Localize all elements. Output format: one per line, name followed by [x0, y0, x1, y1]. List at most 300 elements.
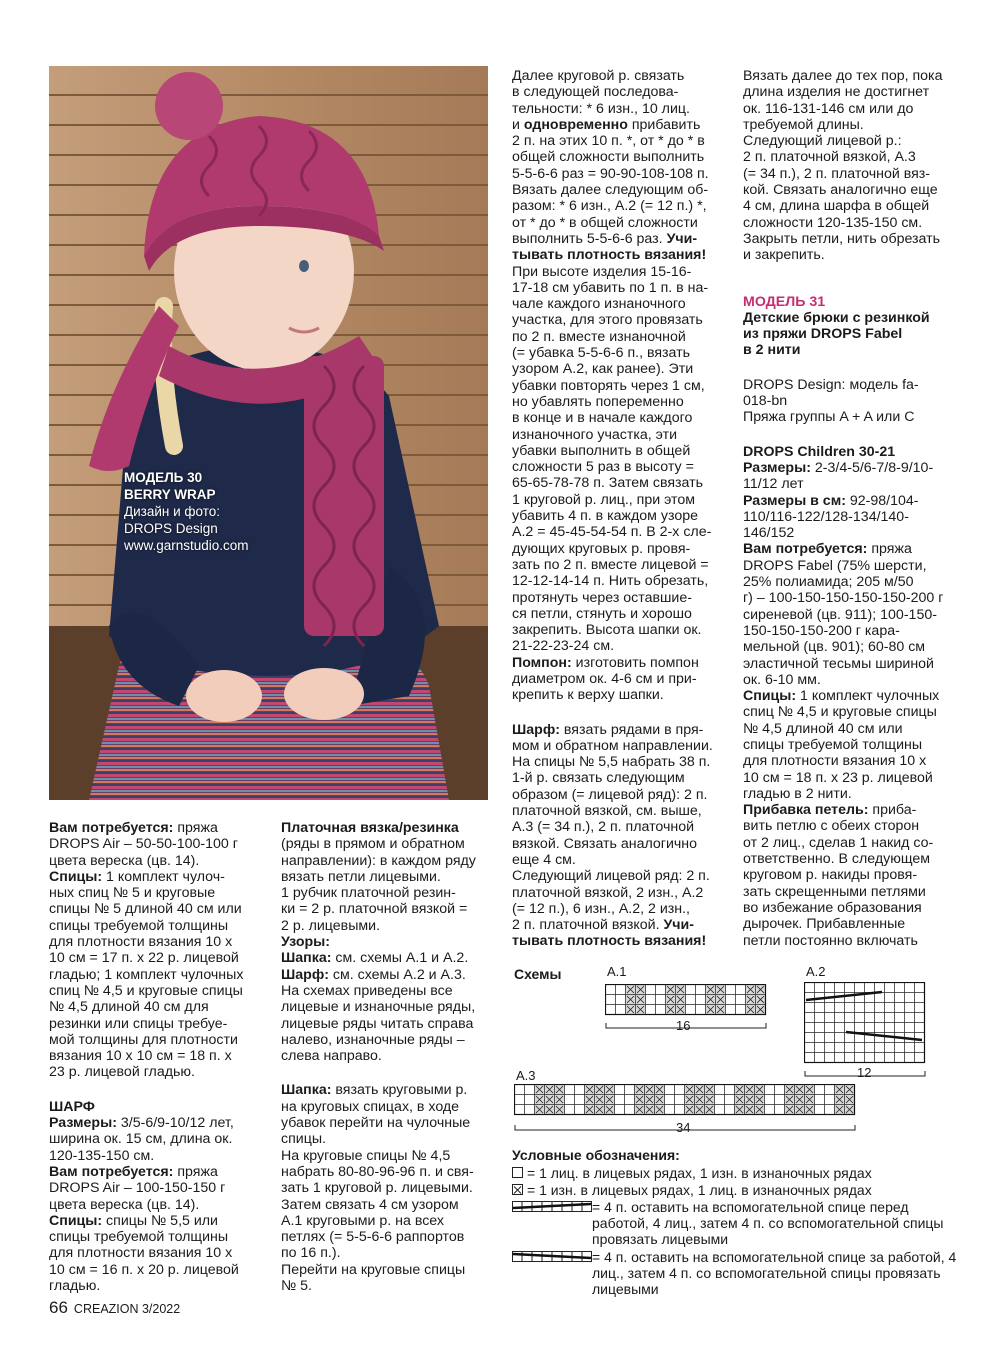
- knit-stitch: [845, 1013, 855, 1023]
- text-line: резинки или спицы требуе-: [49, 1015, 228, 1032]
- text-line: 10 см = 16 п. х 20 р. лицевой: [49, 1261, 239, 1278]
- knit-stitch: [696, 1005, 706, 1015]
- column-3: [512, 68, 727, 950]
- knit-stitch: [885, 1043, 895, 1053]
- knit-stitch: [905, 1003, 915, 1013]
- knit-stitch: [625, 1095, 635, 1105]
- text-line: Перейти на круговые спицы: [281, 1261, 466, 1278]
- column-4: [743, 68, 958, 949]
- text-line: образом (= лицевой ряд): 2 п.: [512, 786, 708, 803]
- text-line: 1-й р. связать следующим: [512, 770, 685, 787]
- text-line: кой. Связать аналогично еще: [743, 182, 938, 199]
- caption-credit: DROPS Design: [124, 521, 218, 536]
- text-line: лицевые ряды читать справа: [281, 1015, 474, 1032]
- text-line: 10 см = 17 п. х 22 р. лицевой: [49, 950, 239, 967]
- knit-stitch: [696, 985, 706, 995]
- text-line: гладью.: [49, 1278, 101, 1295]
- knit-stitch: [905, 983, 915, 993]
- purl-symbol-icon: [512, 1182, 524, 1199]
- caption-model: МОДЕЛЬ 30: [124, 470, 203, 485]
- knit-stitch: [656, 1005, 666, 1015]
- text-line: 5-5-6-6 раз = 90-90-108-108 п.: [512, 165, 709, 182]
- knit-stitch: [865, 1013, 875, 1023]
- text-line: вязания 10 х 10 см = 18 п. х: [49, 1048, 232, 1065]
- text-line: 65-65-78-78 п. Затем связать: [512, 475, 704, 492]
- chart-a1-count: 16: [676, 1018, 691, 1033]
- knit-stitch: [606, 1005, 616, 1015]
- photo-caption: [124, 469, 249, 554]
- knit-stitch: [915, 1023, 925, 1033]
- text-line: 2 п. на этих 10 п. *, от * до * в: [512, 133, 705, 150]
- width-bracket: [515, 1125, 855, 1130]
- text-line: 23 р. лицевой гладью.: [49, 1064, 195, 1081]
- text-line: спицы № 5 длиной 40 см или: [49, 901, 242, 918]
- text-line: Вам потребуется: пряжа: [49, 1163, 218, 1180]
- knit-stitch: [865, 1043, 875, 1053]
- legend-text-cable-back: = 4 п. оставить на вспомогательной спице за работой, 4 лиц., затем 4 п. со вспомогательной спицы провязать лицевыми: [592, 1249, 957, 1297]
- chart-a3-count: 34: [676, 1120, 691, 1135]
- knit-stitch: [815, 1033, 825, 1043]
- text-line: Следующий лицевой ряд: 2 п.: [512, 868, 710, 885]
- text-line: А.2 = 45-45-54-54 п. В 2-х сле-: [512, 524, 712, 541]
- text-line: убавить 4 п. в каждом узоре: [512, 508, 698, 525]
- text-line: на круговых спицах, в ходе: [281, 1098, 460, 1115]
- scarf-title: ШАРФ: [49, 1098, 95, 1115]
- text-line: (= убавка 5-5-6-6 п., вязать: [512, 345, 691, 362]
- text-line: разом: * 6 изн., А.2 (= 12 п.) *,: [512, 198, 707, 215]
- scarf-section: [512, 722, 727, 950]
- text-line: платочной вязкой, 2 изн., А.2: [512, 884, 704, 901]
- knit-stitch: [805, 1023, 815, 1033]
- knit-stitch: [875, 1043, 885, 1053]
- knit-stitch: [715, 1085, 725, 1095]
- knit-stitch: [825, 1095, 835, 1105]
- text-line: Платочная вязка/резинка: [281, 820, 459, 836]
- text-line: Прибавка петель: приба-: [743, 802, 917, 819]
- knit-stitch: [765, 1085, 775, 1095]
- text-line: от * до * в общей сложности: [512, 214, 698, 231]
- model-31-title-1: Детские брюки с резинкой: [743, 309, 930, 326]
- text-line: и одновременно прибавить: [512, 116, 701, 133]
- knit-stitch: [686, 995, 696, 1005]
- text-line: сиреневой (цв. 911); 100-150-: [743, 606, 937, 623]
- knit-stitch: [616, 985, 626, 995]
- chart-a3: [514, 1084, 856, 1132]
- knit-stitch: [855, 983, 865, 993]
- text-line: крепить к верху шапки.: [512, 687, 664, 704]
- knit-stitch: [895, 1053, 905, 1063]
- text-line: убавок перейти на чулочные: [281, 1115, 471, 1132]
- text-line: цвета вереска (цв. 14).: [49, 852, 200, 869]
- knit-stitch: [815, 1095, 825, 1105]
- knit-stitch: [726, 985, 736, 995]
- text-line: 10 см = 18 п. х 23 р. лицевой: [743, 769, 933, 786]
- text-line: выполнить 5-5-6-6 раз. Учи-: [512, 230, 698, 247]
- width-bracket: [805, 1071, 925, 1076]
- knit-stitch: [525, 1105, 535, 1115]
- text-line: гладью; 1 комплект чулочных: [49, 966, 244, 983]
- text-line: 1 рубчик платочной резин-: [281, 885, 456, 902]
- text-line: зать скрещенными петлями: [743, 883, 926, 900]
- knit-stitch: [726, 995, 736, 1005]
- text-line: 21-22-23-24 см.: [512, 638, 615, 655]
- knit-stitch: [515, 1095, 525, 1105]
- caption-url: www.garnstudio.com: [124, 538, 249, 553]
- chart-a1: [605, 984, 767, 1030]
- text-line: Узоры:: [281, 934, 330, 951]
- knit-stitch: [835, 1053, 845, 1063]
- chart-a2: [804, 982, 926, 1078]
- knit-stitch: [865, 1053, 875, 1063]
- knit-stitch: [815, 983, 825, 993]
- knit-stitch: [895, 1003, 905, 1013]
- model-31-title-2: из пряжи DROPS Fabel: [743, 326, 903, 343]
- text-line: Шарф: вязать рядами в пря-: [512, 721, 704, 738]
- knit-stitch: [895, 993, 905, 1003]
- text-line: дующих круговых р. провя-: [512, 540, 691, 557]
- text-line: 018-bn: [743, 393, 788, 410]
- text-line: еще 4 см.: [512, 851, 576, 868]
- text-line: Вязать далее следующим об-: [512, 182, 709, 199]
- knit-stitch: [715, 1095, 725, 1105]
- knit-stitch: [895, 983, 905, 993]
- text-line: Пряжа группы A + A или C: [743, 409, 915, 426]
- knit-stitch: [665, 1105, 675, 1115]
- text-line: в конце и в начале каждого: [512, 410, 693, 427]
- garter-section: [281, 820, 493, 1064]
- text-line: № 4,5 длиной 40 см или: [743, 720, 903, 737]
- chart-a2-label: A.2: [806, 964, 826, 979]
- knit-stitch: [805, 1053, 815, 1063]
- knit-stitch: [865, 1003, 875, 1013]
- knit-stitch: [915, 993, 925, 1003]
- text-line: от 2 лиц., сделав 1 накид со-: [743, 834, 934, 851]
- knit-stitch: [875, 1013, 885, 1023]
- text-line: Вам потребуется: пряжа: [743, 541, 912, 558]
- cable-back-icon: [512, 1249, 592, 1266]
- text-line: спиц № 4,5 и круговые спицы: [49, 982, 243, 999]
- text-line: При высоте изделия 15-16-: [512, 263, 692, 280]
- knit-stitch: [905, 1043, 915, 1053]
- knit-stitch: [845, 1023, 855, 1033]
- legend-row-knit: [512, 1165, 962, 1182]
- knit-stitch: [825, 983, 835, 993]
- knit-stitch: [575, 1095, 585, 1105]
- text-line: гладью в 2 нити.: [743, 785, 852, 802]
- knit-stitch: [845, 1053, 855, 1063]
- knit-stitch: [815, 1043, 825, 1053]
- knit-stitch: [825, 1043, 835, 1053]
- knit-stitch: [625, 1105, 635, 1115]
- text-line: слева направо.: [281, 1048, 382, 1065]
- text-line: г) – 100-150-150-150-150-200 г: [743, 590, 944, 607]
- text-line: Вам потребуется: пряжа: [49, 820, 218, 836]
- knit-stitch: [765, 1095, 775, 1105]
- text-line: Размеры: 3/5-6/9-10/12 лет,: [49, 1115, 234, 1132]
- knit-stitch: [905, 1053, 915, 1063]
- text-line: спицы требуемой толщины: [49, 1229, 229, 1246]
- legend-row-cable-front: [512, 1199, 962, 1247]
- text-line: закрепить. Высота шапки ок.: [512, 622, 702, 639]
- text-line: (ряды в прямом и обратном: [281, 836, 465, 853]
- text-line: DROPS Fabel (75% шерсти,: [743, 557, 927, 574]
- cable-front-icon: [512, 1199, 592, 1216]
- legend-text-purl: = 1 изн. в лицевых рядах, 1 лиц. в изнаночных рядах: [527, 1182, 872, 1198]
- knit-stitch: [615, 1095, 625, 1105]
- text-line: На круговые спицы № 4,5: [281, 1147, 451, 1164]
- text-line: мельной (цв. 901); 60-80 см: [743, 639, 926, 656]
- knit-stitch: [736, 985, 746, 995]
- knit-stitch: [606, 985, 616, 995]
- text-line: 25% полиамида; 205 м/50: [743, 574, 914, 591]
- knit-stitch: [725, 1105, 735, 1115]
- knit-stitch: [625, 1085, 635, 1095]
- legend-title: Условные обозначения:: [512, 1147, 680, 1163]
- text-line: длина изделия не достигнет: [743, 84, 930, 101]
- knit-stitch: [686, 1005, 696, 1015]
- knit-stitch: [686, 985, 696, 995]
- knit-stitch: [675, 1095, 685, 1105]
- text-line: DROPS Air – 100-150-150 г: [49, 1180, 226, 1197]
- text-line: А.1 круговыми р. на всех: [281, 1212, 444, 1229]
- knit-stitch: [865, 1023, 875, 1033]
- text-line: спицы.: [281, 1131, 326, 1148]
- knit-symbol-icon: [512, 1165, 524, 1182]
- knit-stitch: [725, 1085, 735, 1095]
- hat-section: [281, 1082, 493, 1294]
- text-line: набрать 80-80-96-96 п. и свя-: [281, 1163, 474, 1180]
- text-line: общей сложности выполнить: [512, 149, 705, 166]
- knit-stitch: [815, 1003, 825, 1013]
- text-line: 12-12-14-14 п. Нить обрезать,: [512, 573, 709, 590]
- knit-stitch: [815, 1085, 825, 1095]
- text-line: зать по 2 п. вместе лицевой =: [512, 556, 709, 573]
- photo: [49, 66, 488, 800]
- text-line: сложности 120-135-150 см.: [743, 214, 923, 231]
- text-line: ся петли, стянуть и хорошо: [512, 605, 692, 622]
- knit-stitch: [885, 1003, 895, 1013]
- knit-stitch: [875, 993, 885, 1003]
- knit-stitch: [805, 1003, 815, 1013]
- knit-stitch: [525, 1095, 535, 1105]
- knit-stitch: [575, 1085, 585, 1095]
- knit-stitch: [865, 983, 875, 993]
- text-line: Размеры в см: 92-98/104-: [743, 492, 919, 509]
- knit-stitch: [565, 1085, 575, 1095]
- knit-stitch: [696, 995, 706, 1005]
- knit-stitch: [835, 983, 845, 993]
- text-line: вязать петли лицевыми.: [281, 868, 441, 885]
- knit-stitch: [815, 1105, 825, 1115]
- knit-stitch: [815, 1023, 825, 1033]
- text-line: требуемой длины.: [743, 116, 864, 133]
- knit-stitch: [616, 995, 626, 1005]
- text-line: вязкой. Связать аналогично: [512, 835, 698, 852]
- materials-section: [49, 820, 274, 1081]
- knit-stitch: [656, 985, 666, 995]
- text-line: лицевые и изнаночные ряды,: [281, 999, 476, 1016]
- text-line: зать 1 круговой р. лицевыми.: [281, 1180, 473, 1197]
- text-line: Спицы: 1 комплект чулоч-: [49, 868, 225, 885]
- text-line: по 2 п. вместе изнаночной: [512, 328, 686, 345]
- width-bracket: [606, 1023, 766, 1028]
- charts-heading: Схемы: [514, 966, 562, 982]
- text-line: 110/116-122/128-134/140-: [743, 508, 909, 525]
- text-line: № 4,5 длиной 40 см для: [49, 999, 209, 1016]
- text-line: участка, для этого провязать: [512, 312, 703, 329]
- text-line: Спицы: 1 комплект чулочных: [743, 688, 940, 705]
- knit-stitch: [736, 1005, 746, 1015]
- page-number: 66: [49, 1298, 68, 1317]
- page-footer: [49, 1298, 180, 1318]
- knit-stitch: [675, 1105, 685, 1115]
- text-line: Закрыть петли, нить обрезать: [743, 230, 941, 247]
- chart-a2-count: 12: [857, 1065, 872, 1080]
- knit-stitch: [835, 1023, 845, 1033]
- text-line: тельности: * 6 изн., 10 лиц.: [512, 100, 690, 117]
- knit-stitch: [565, 1095, 575, 1105]
- knit-stitch: [875, 1003, 885, 1013]
- knit-stitch: [825, 1013, 835, 1023]
- knit-stitch: [915, 1003, 925, 1013]
- knit-stitch: [905, 1023, 915, 1033]
- text-line: изнаночного участка, эти: [512, 426, 677, 443]
- text-line: DROPS Children 30-21: [743, 443, 896, 460]
- model-31-materials: [743, 444, 958, 949]
- text-line: DROPS Air – 50-50-100-100 г: [49, 836, 238, 853]
- text-line: чале каждого изнаночного: [512, 296, 686, 313]
- text-line: убавки повторять через 1 см,: [512, 377, 705, 394]
- text-line: эластичной тесьмы шириной: [743, 655, 934, 672]
- knit-stitch: [616, 1005, 626, 1015]
- text-line: в следующей последова-: [512, 84, 679, 101]
- text-line: А.3 (= 34 п.), 2 п. платочной: [512, 819, 695, 836]
- knit-stitch: [905, 1013, 915, 1023]
- knit-stitch: [646, 995, 656, 1005]
- knit-stitch: [805, 993, 815, 1003]
- legend-row-cable-back: [512, 1249, 962, 1297]
- text-line: налево, изнаночные ряды –: [281, 1031, 465, 1048]
- knit-stitch: [855, 1023, 865, 1033]
- chart-a1-label: A.1: [607, 964, 627, 979]
- knit-stitch: [885, 983, 895, 993]
- knit-stitch: [915, 1013, 925, 1023]
- scarf-continued: [743, 68, 958, 264]
- knit-stitch: [725, 1095, 735, 1105]
- knit-stitch: [875, 1053, 885, 1063]
- text-line: сложности 5 раз в высоту =: [512, 459, 694, 476]
- knit-stitch: [835, 1013, 845, 1023]
- girl-photo: [49, 66, 488, 800]
- text-line: 120-135-150 см.: [49, 1147, 155, 1164]
- text-line: Спицы: спицы № 5,5 или: [49, 1212, 218, 1229]
- knit-stitch: [845, 1033, 855, 1043]
- text-line: спиц № 4,5 и круговые спицы: [743, 704, 937, 721]
- text-line: 2 р. лицевыми.: [281, 917, 381, 934]
- knit-stitch: [665, 1085, 675, 1095]
- knit-stitch: [845, 1003, 855, 1013]
- knit-stitch: [825, 1053, 835, 1063]
- text-line: Затем связать 4 см узором: [281, 1196, 459, 1213]
- text-line: во избежание образования: [743, 899, 922, 916]
- knit-stitch: [726, 1005, 736, 1015]
- text-line: спицы требуемой толщины: [743, 736, 923, 753]
- knit-stitch: [815, 1053, 825, 1063]
- knit-stitch: [775, 1105, 785, 1115]
- text-line: 2 п. платочной вязкой. Учи-: [512, 917, 694, 934]
- text-line: (= 12 п.), 6 изн., А.2, 2 изн.,: [512, 900, 690, 917]
- knit-stitch: [825, 1085, 835, 1095]
- knit-stitch: [915, 1033, 925, 1043]
- knit-stitch: [825, 1033, 835, 1043]
- knit-stitch: [656, 995, 666, 1005]
- text-line: диаметром ок. 4-6 см и при-: [512, 670, 697, 687]
- legend-row-purl: [512, 1182, 962, 1199]
- knit-stitch: [895, 1023, 905, 1033]
- knit-stitch: [736, 995, 746, 1005]
- text-line: по 16 п.).: [281, 1245, 341, 1262]
- text-line: узором А.2, как ранее). Эти: [512, 361, 694, 378]
- text-line: 17-18 см убавить по 1 п. в на-: [512, 279, 709, 296]
- text-line: 150-150-150-200 г кара-: [743, 622, 900, 639]
- text-line: ки = 2 р. платочной вязкой =: [281, 901, 468, 918]
- text-line: 2 п. платочной вязкой, А.3: [743, 149, 916, 166]
- knit-stitch: [675, 1085, 685, 1095]
- knit-stitch: [855, 1053, 865, 1063]
- knit-stitch: [855, 1043, 865, 1053]
- knit-stitch: [525, 1085, 535, 1095]
- knit-stitch: [805, 1013, 815, 1023]
- knit-stitch: [835, 1003, 845, 1013]
- text-line: протянуть через оставшие-: [512, 589, 692, 606]
- knit-stitch: [895, 1013, 905, 1023]
- knit-stitch: [885, 1053, 895, 1063]
- knit-stitch: [875, 1023, 885, 1033]
- knit-stitch: [875, 983, 885, 993]
- text-line: вить петлю с обеих сторон: [743, 818, 920, 835]
- knit-stitch: [615, 1085, 625, 1095]
- knit-stitch: [845, 983, 855, 993]
- knit-stitch: [805, 1033, 815, 1043]
- text-line: ок. 6-10 мм.: [743, 671, 821, 688]
- knit-stitch: [825, 1105, 835, 1115]
- knit-stitch: [615, 1105, 625, 1115]
- magazine-title: CREAZION 3/2022: [73, 1302, 181, 1316]
- text-line: DROPS Design: модель fa-: [743, 376, 919, 393]
- text-line: (= 34 п.), 2 п. платочной вяз-: [743, 165, 931, 182]
- knit-stitch: [835, 1043, 845, 1053]
- hat-continued: [512, 68, 727, 704]
- text-line: Шарф: см. схемы А.2 и А.3.: [281, 966, 466, 983]
- knit-stitch: [895, 1043, 905, 1053]
- knit-stitch: [646, 1005, 656, 1015]
- model-31-design: [743, 377, 958, 426]
- knit-stitch: [855, 1003, 865, 1013]
- knit-stitch: [845, 1043, 855, 1053]
- knit-stitch: [815, 1013, 825, 1023]
- text-line: ок. 116-131-146 см или до: [743, 100, 914, 117]
- text-line: для плотности вязания 10 х: [49, 934, 233, 951]
- column-2: [281, 820, 493, 1294]
- text-line: 146/152: [743, 525, 795, 542]
- text-line: дырочек. Прибавленные: [743, 916, 906, 933]
- knit-stitch: [805, 1043, 815, 1053]
- legend: [512, 1147, 962, 1297]
- text-line: ответственно. В следующем: [743, 851, 931, 868]
- knit-stitch: [515, 1085, 525, 1095]
- text-line: тывать плотность вязания!: [512, 247, 707, 264]
- text-line: для плотности вязания 10 х: [743, 753, 927, 770]
